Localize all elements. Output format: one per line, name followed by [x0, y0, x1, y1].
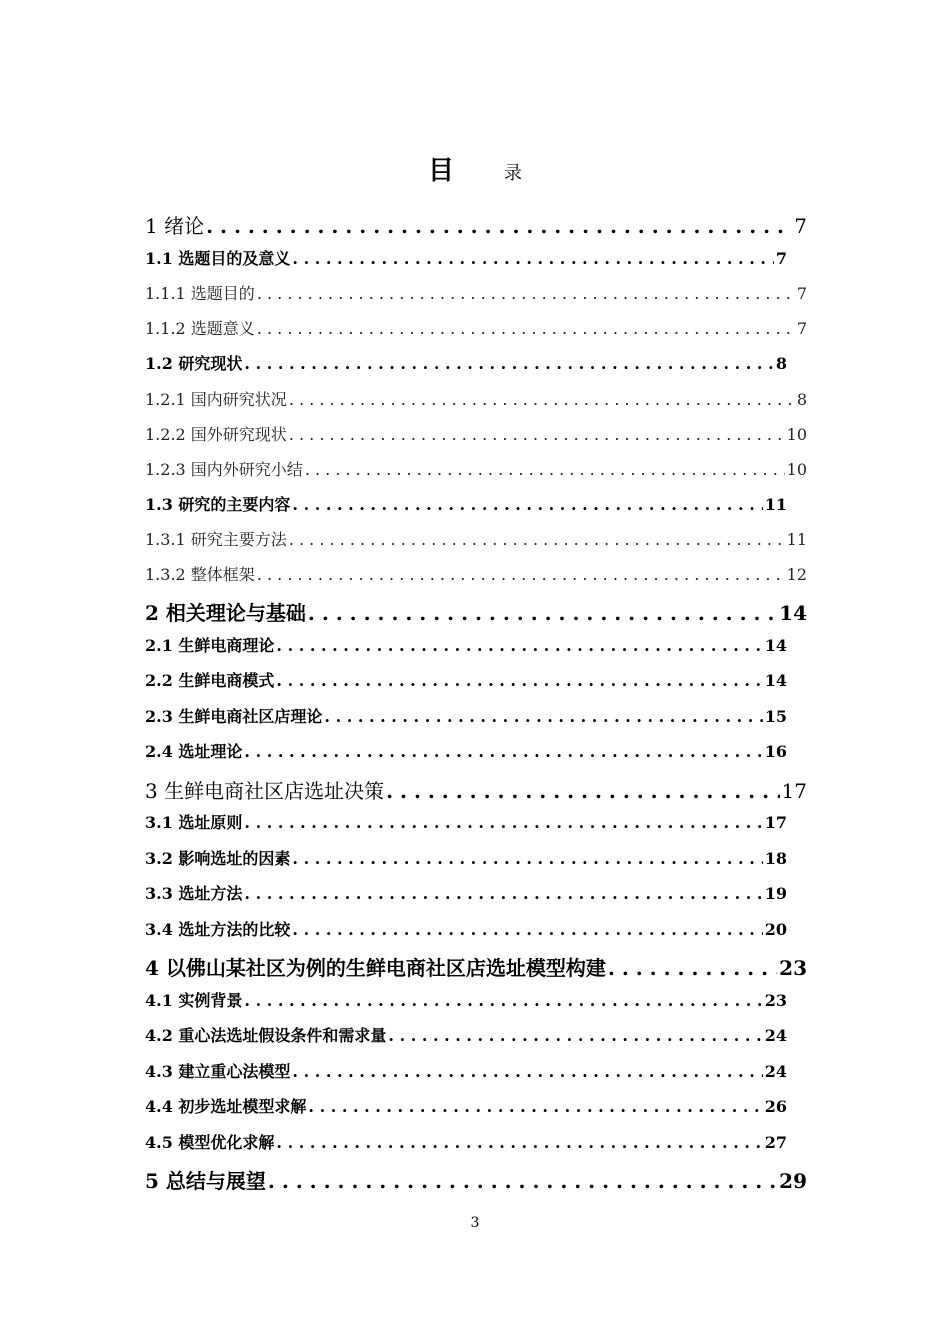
toc-entry-label: 1.3 研究的主要内容: [145, 494, 291, 514]
toc-entry[interactable]: [145, 210, 807, 246]
toc-leader-dots: [292, 1062, 762, 1081]
toc-leader-dots: [292, 849, 762, 868]
toc-entry-page: 24: [764, 1061, 787, 1081]
toc-entry[interactable]: [145, 1059, 807, 1095]
toc-entry-page: 23: [779, 956, 807, 980]
toc-entry[interactable]: [145, 316, 807, 351]
toc-entry-label: 1 绪论: [145, 214, 205, 238]
toc-entry-label: 5 总结与展望: [145, 1169, 266, 1193]
toc-entry-page: 17: [764, 813, 787, 832]
toc-entry-label: 3 生鲜电商社区店选址决策: [145, 778, 385, 803]
toc-entry-label: 3.1 选址原则: [145, 813, 243, 832]
toc-leader-dots: [289, 390, 795, 409]
toc-entry[interactable]: [145, 351, 807, 387]
toc-leader-dots: [257, 319, 795, 338]
toc-entry-page: 24: [764, 1026, 787, 1045]
toc-entry-label: 1.1 选题目的及意义: [145, 248, 291, 268]
toc-entry-page: 26: [764, 1097, 787, 1116]
toc-leader-dots: [206, 214, 792, 238]
toc-entry[interactable]: [145, 387, 807, 422]
page-number: 3: [470, 1215, 480, 1231]
toc-entry-label: 4.4 初步选址模型求解: [145, 1097, 307, 1116]
toc-entry[interactable]: [145, 1165, 807, 1201]
toc-entry-page: 7: [794, 214, 807, 238]
toc-entry[interactable]: [145, 846, 807, 882]
toc-entry[interactable]: [145, 246, 807, 282]
toc-entry-label: 4.3 建立重心法模型: [145, 1061, 291, 1081]
toc-entry[interactable]: [145, 1130, 807, 1166]
toc-entry-label: 1.1.2 选题意义: [145, 319, 255, 338]
toc-entry[interactable]: [145, 988, 807, 1024]
toc-entry-page: 7: [796, 319, 807, 338]
toc-entry[interactable]: [145, 952, 807, 988]
toc-entry[interactable]: [145, 527, 807, 562]
toc-entry-page: 29: [779, 1169, 807, 1193]
toc-leader-dots: [257, 284, 795, 303]
toc-entry[interactable]: [145, 881, 807, 917]
toc-entry-label: 2.1 生鲜电商理论: [145, 635, 275, 655]
toc-entry-page: 12: [786, 565, 807, 584]
toc-entry-page: 14: [764, 671, 787, 690]
toc-entry[interactable]: [145, 457, 807, 492]
toc-entry[interactable]: [145, 633, 807, 669]
toc-entry-label: 1.2.2 国外研究现状: [145, 424, 287, 444]
toc-entry[interactable]: [145, 739, 807, 775]
toc-entry[interactable]: [145, 810, 807, 846]
toc-leader-dots: [244, 354, 773, 373]
toc-entry[interactable]: [145, 492, 807, 528]
toc-entry-page: 7: [775, 248, 787, 268]
toc-entry-label: 1.3.2 整体框架: [145, 565, 255, 584]
table-of-contents: [145, 210, 807, 1201]
toc-entry-page: 16: [764, 742, 787, 761]
toc-entry-page: 15: [764, 706, 787, 726]
toc-entry-label: 2 相关理论与基础: [145, 601, 306, 625]
toc-entry-page: 8: [775, 354, 787, 373]
toc-entry-label: 2.2 生鲜电商模式: [145, 671, 275, 690]
toc-entry[interactable]: [145, 597, 807, 633]
toc-leader-dots: [276, 636, 762, 655]
toc-entry[interactable]: [145, 1094, 807, 1130]
toc-entry-page: 20: [764, 919, 787, 939]
toc-entry-label: 3.3 选址方法: [145, 884, 243, 903]
toc-leader-dots: [289, 425, 785, 444]
toc-leader-dots: [324, 707, 762, 726]
toc-entry[interactable]: [145, 917, 807, 953]
toc-entry-page: 18: [764, 848, 787, 868]
toc-leader-dots: [308, 601, 777, 625]
toc-entry-page: 7: [796, 284, 807, 303]
toc-entry-label: 4.5 模型优化求解: [145, 1132, 275, 1152]
toc-leader-dots: [292, 249, 773, 268]
toc-entry-label: 4.2 重心法选址假设条件和需求量: [145, 1026, 387, 1045]
toc-leader-dots: [292, 920, 762, 939]
toc-entry-label: 4 以佛山某社区为例的生鲜电商社区店选址模型构建: [145, 956, 606, 980]
toc-entry-page: 17: [781, 778, 807, 803]
toc-leader-dots: [244, 884, 762, 903]
toc-entry-label: 1.1.1 选题目的: [145, 284, 255, 303]
toc-entry-page: 27: [764, 1132, 787, 1152]
toc-entry-page: 14: [764, 635, 787, 655]
toc-leader-dots: [608, 956, 777, 980]
toc-leader-dots: [276, 1133, 762, 1152]
toc-leader-dots: [276, 671, 762, 690]
toc-leader-dots: [388, 1026, 762, 1045]
toc-title: [0, 150, 950, 187]
toc-entry-label: 1.2.1 国内研究状况: [145, 389, 287, 409]
toc-leader-dots: [244, 813, 762, 832]
toc-entry-label: 2.4 选址理论: [145, 742, 243, 761]
toc-entry-label: 4.1 实例背景: [145, 990, 243, 1010]
toc-leader-dots: [386, 779, 779, 803]
toc-entry-page: 14: [779, 601, 807, 625]
toc-entry[interactable]: [145, 668, 807, 704]
toc-entry-label: 1.2.3 国内外研究小结: [145, 459, 303, 479]
toc-entry-page: 23: [764, 990, 787, 1010]
toc-entry-label: 3.2 影响选址的因素: [145, 848, 291, 868]
toc-entry[interactable]: [145, 704, 807, 740]
toc-leader-dots: [305, 460, 785, 479]
toc-entry[interactable]: [145, 1023, 807, 1059]
toc-entry-page: 10: [786, 424, 807, 444]
toc-leader-dots: [289, 530, 785, 549]
toc-leader-dots: [244, 991, 762, 1010]
toc-entry[interactable]: [145, 281, 807, 316]
toc-entry-label: 2.3 生鲜电商社区店理论: [145, 706, 323, 726]
toc-entry-label: 1.3.1 研究主要方法: [145, 530, 287, 549]
toc-title-sub: 录: [504, 163, 522, 184]
toc-leader-dots: [308, 1097, 762, 1116]
toc-entry-label: 1.2 研究现状: [145, 354, 243, 373]
toc-entry-page: 19: [764, 884, 787, 903]
toc-leader-dots: [292, 495, 762, 514]
toc-leader-dots: [244, 742, 762, 761]
toc-title-main: 目: [427, 156, 454, 186]
toc-entry-label: 3.4 选址方法的比较: [145, 919, 291, 939]
toc-entry-page: 11: [786, 530, 807, 549]
toc-entry-page: 11: [764, 494, 787, 514]
toc-entry[interactable]: [145, 562, 807, 597]
toc-entry-page: 10: [786, 459, 807, 479]
toc-entry[interactable]: [145, 775, 807, 811]
toc-leader-dots: [268, 1169, 777, 1193]
toc-leader-dots: [257, 565, 785, 584]
toc-entry-page: 8: [796, 389, 807, 409]
toc-entry[interactable]: [145, 422, 807, 457]
